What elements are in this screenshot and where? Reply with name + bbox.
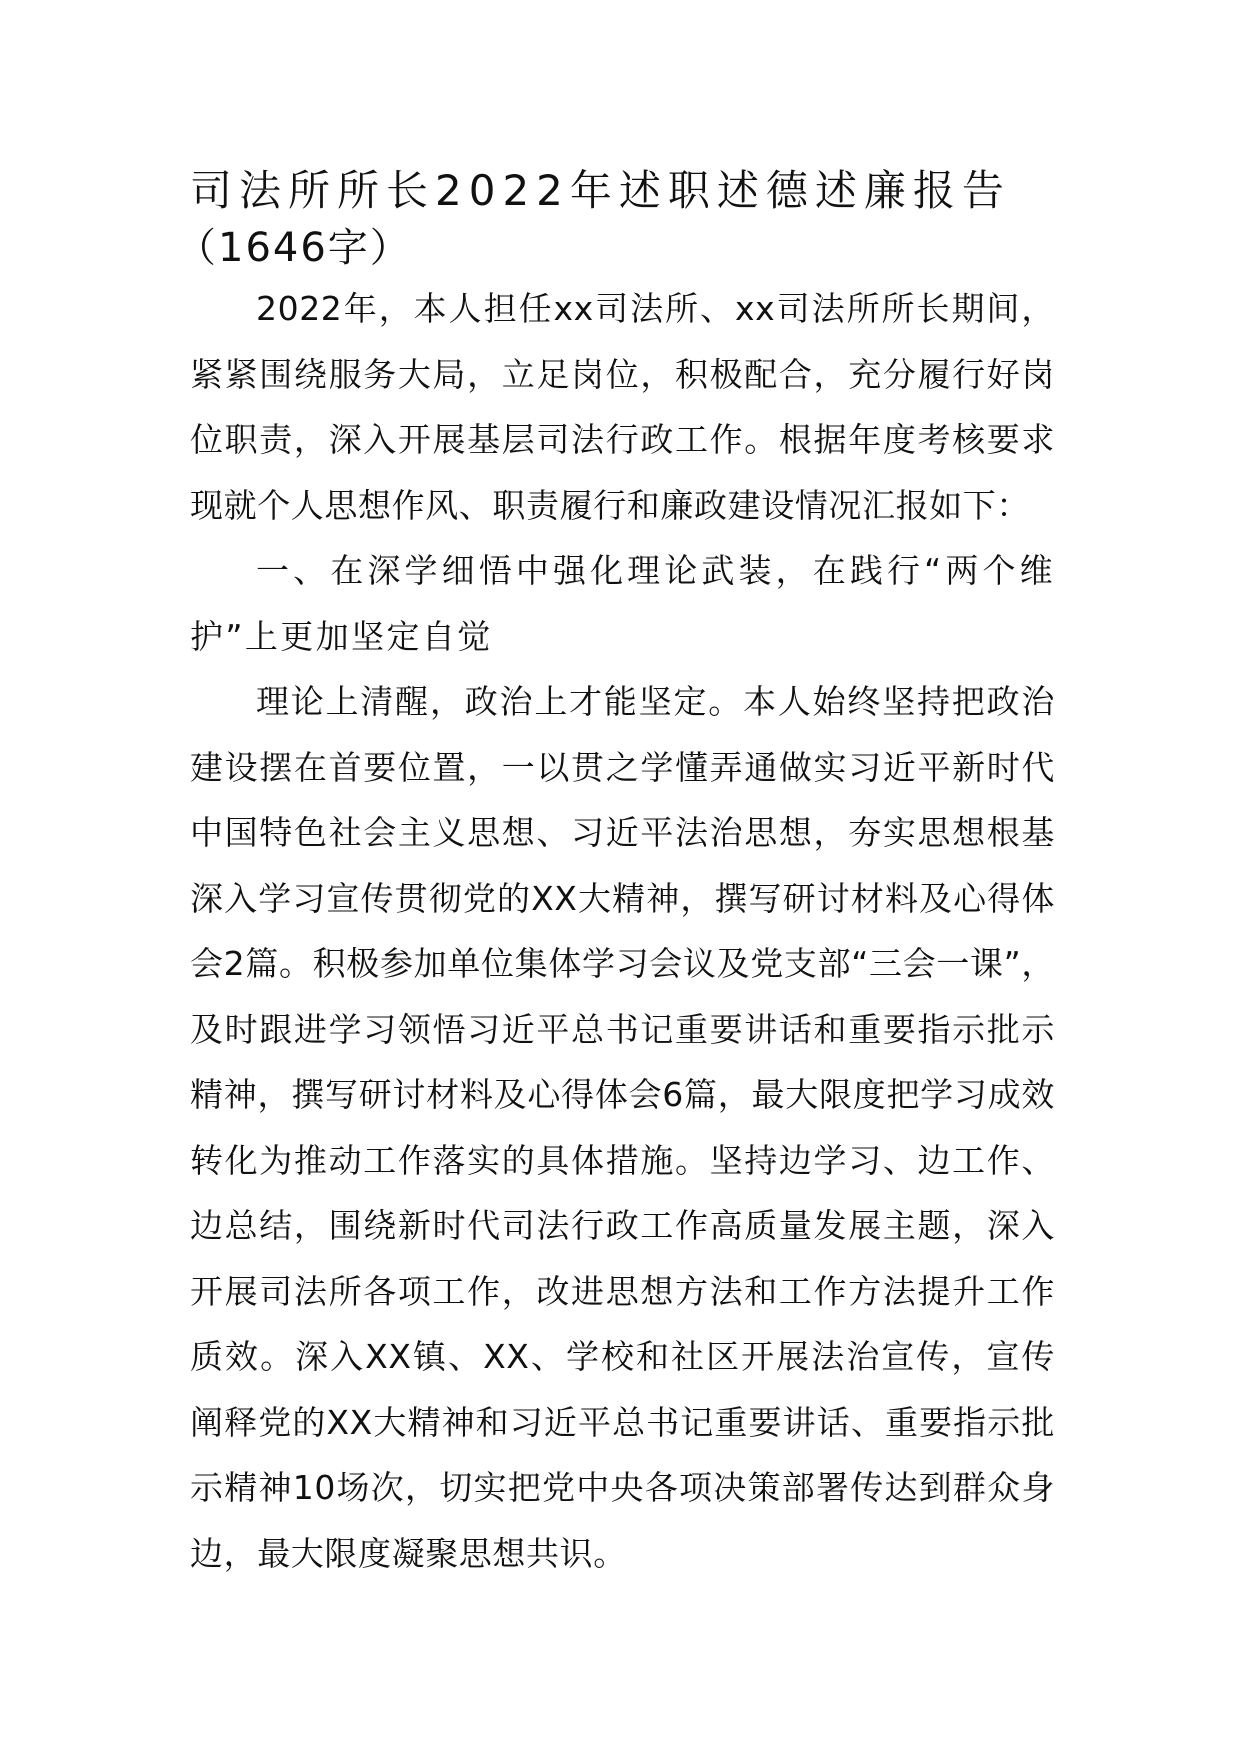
document-word-count: （1646字） <box>176 225 412 271</box>
intro-paragraph: 2022年，本人担任xx司法所、xx司法所所长期间，紧紧围绕服务大局，立足岗位，积极配合，充分履行好岗位职责，深入开展基层司法行政工作。根据年度考核要求现就个人思想作风、职责履行和廉政建设情况汇报如下： <box>190 289 1055 525</box>
document-title: 司法所所长2022年述职述德述廉报告 <box>190 166 1011 215</box>
document-body <box>176 160 1055 1586</box>
section-1-paragraph: 理论上清醒，政治上才能坚定。本人始终坚持把政治建设摆在首要位置，一以贯之学懂弄通做实习近平新时代中国特色社会主义思想、习近平法治思想，夯实思想根基深入学习宣传贯彻党的XX大精神，撰写研讨材料及心得体会2篇。积极参加单位集体学习会议及党支部“三会一课”，及时跟进学习领悟习近平总书记重要讲话和重要指示批示精神，撰写研讨材料及心得体会6篇，最大限度把学习成效转化为推动工作落实的具体措施。坚持边学习、边工作、边总结，围绕新时代司法行政工作高质量发展主题，深入开展司法所各项工作，改进思想方法和工作方法提升工作质效。深入XX镇、XX、学校和社区开展法治宣传，宣传阐释党的XX大精神和习近平总书记重要讲话、重要指示批示精神10场次，切实把党中央各项决策部署传达到群众身边，最大限度凝聚思想共识。 <box>190 682 1055 1573</box>
section-heading-1: 一、在深学细悟中强化理论武装，在践行“两个维护”上更加坚定自觉 <box>190 551 1055 656</box>
